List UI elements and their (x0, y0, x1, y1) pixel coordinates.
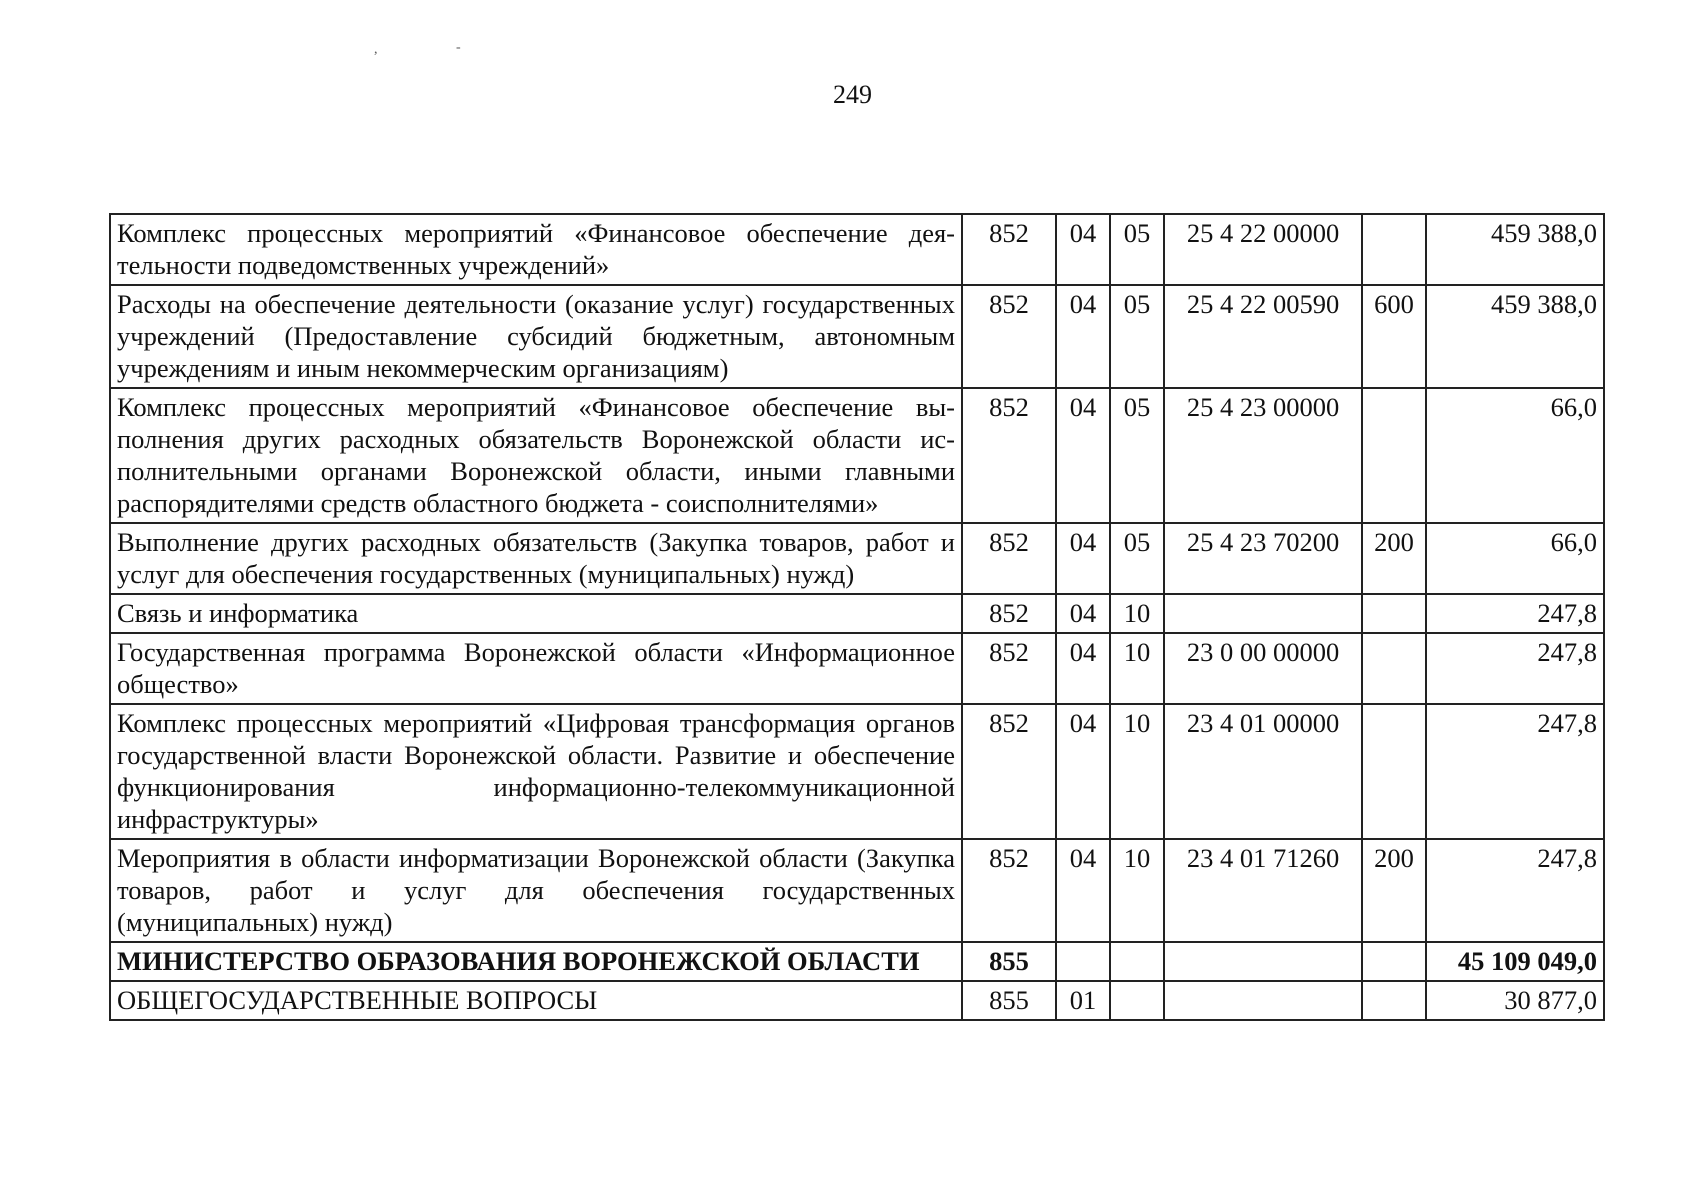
cell-subsection: 05 (1110, 214, 1164, 285)
cell-name: ОБЩЕГОСУДАРСТВЕННЫЕ ВОПРОСЫ (110, 981, 962, 1020)
scan-artifact: - (456, 40, 461, 55)
cell-expense-type: 200 (1362, 839, 1426, 942)
page-number: 249 (833, 80, 872, 109)
cell-subsection: 05 (1110, 523, 1164, 594)
cell-subsection: 10 (1110, 633, 1164, 704)
cell-grbs: 852 (962, 839, 1056, 942)
cell-grbs: 852 (962, 388, 1056, 523)
cell-name: Выполнение других расходных обязательств (Закупка товаров, работ и услуг для обеспечения государственных (муниципальных) нужд) (110, 523, 962, 594)
cell-grbs: 852 (962, 704, 1056, 839)
cell-subsection: 10 (1110, 594, 1164, 633)
cell-amount: 247,8 (1426, 839, 1604, 942)
table-row (110, 388, 1604, 523)
table-row (110, 704, 1604, 839)
cell-name: Комплекс процессных мероприятий «Финансовое обеспечение деятельности подведомственных учреждений» (110, 214, 962, 285)
table-row (110, 839, 1604, 942)
cell-expense-type: 600 (1362, 285, 1426, 388)
cell-expense-type (1362, 388, 1426, 523)
cell-expense-type (1362, 704, 1426, 839)
cell-name: Комплекс процессных мероприятий «Финансовое обеспечение выполнения других расходных обязательств Воронежской области исполнительными органами Воронежской области, иными главными распорядителями средств областного бюджета - соисполнителями» (110, 388, 962, 523)
cell-expense-type (1362, 981, 1426, 1020)
cell-target-article (1164, 942, 1362, 981)
budget-table (109, 213, 1605, 1021)
cell-grbs: 852 (962, 214, 1056, 285)
scan-artifact: , (374, 42, 378, 57)
cell-amount: 66,0 (1426, 523, 1604, 594)
cell-expense-type (1362, 214, 1426, 285)
cell-section: 04 (1056, 839, 1110, 942)
cell-name: МИНИСТЕРСТВО ОБРАЗОВАНИЯ ВОРОНЕЖСКОЙ ОБЛАСТИ (110, 942, 962, 981)
cell-section: 04 (1056, 523, 1110, 594)
cell-name: Расходы на обеспечение деятельности (оказание услуг) государственных учреждений (Предоставление субсидий бюджетным, автономным учреждениям и иным некоммерческим организациям) (110, 285, 962, 388)
cell-amount: 66,0 (1426, 388, 1604, 523)
cell-amount: 247,8 (1426, 594, 1604, 633)
cell-section: 04 (1056, 388, 1110, 523)
cell-target-article: 23 4 01 00000 (1164, 704, 1362, 839)
cell-target-article: 25 4 23 00000 (1164, 388, 1362, 523)
cell-subsection (1110, 942, 1164, 981)
cell-subsection (1110, 981, 1164, 1020)
cell-grbs: 852 (962, 285, 1056, 388)
table-row (110, 594, 1604, 633)
cell-name: Мероприятия в области информатизации Воронежской области (Закупка товаров, работ и услуг для обеспечения государственных (муниципальных) нужд) (110, 839, 962, 942)
table-row (110, 981, 1604, 1020)
cell-grbs: 855 (962, 981, 1056, 1020)
table-row (110, 942, 1604, 981)
cell-expense-type: 200 (1362, 523, 1426, 594)
cell-name: Государственная программа Воронежской области «Информационное общество» (110, 633, 962, 704)
cell-amount: 459 388,0 (1426, 285, 1604, 388)
table-row (110, 214, 1604, 285)
cell-expense-type (1362, 942, 1426, 981)
cell-amount: 459 388,0 (1426, 214, 1604, 285)
cell-grbs: 855 (962, 942, 1056, 981)
cell-grbs: 852 (962, 594, 1056, 633)
cell-expense-type (1362, 594, 1426, 633)
cell-section: 04 (1056, 704, 1110, 839)
cell-grbs: 852 (962, 523, 1056, 594)
table-row (110, 285, 1604, 388)
table-row (110, 523, 1604, 594)
cell-grbs: 852 (962, 633, 1056, 704)
table-row (110, 633, 1604, 704)
cell-section: 04 (1056, 594, 1110, 633)
cell-subsection: 10 (1110, 704, 1164, 839)
cell-amount: 247,8 (1426, 633, 1604, 704)
cell-amount: 30 877,0 (1426, 981, 1604, 1020)
cell-name: Комплекс процессных мероприятий «Цифровая трансформация органов государственной власти Воронежской области. Развитие и обеспечение функционирования информационно-телекоммуникационной инфраструктуры» (110, 704, 962, 839)
cell-expense-type (1362, 633, 1426, 704)
cell-target-article: 25 4 23 70200 (1164, 523, 1362, 594)
cell-target-article (1164, 594, 1362, 633)
cell-subsection: 10 (1110, 839, 1164, 942)
cell-amount: 45 109 049,0 (1426, 942, 1604, 981)
cell-name: Связь и информатика (110, 594, 962, 633)
cell-target-article (1164, 981, 1362, 1020)
cell-target-article: 23 0 00 00000 (1164, 633, 1362, 704)
cell-amount: 247,8 (1426, 704, 1604, 839)
cell-target-article: 25 4 22 00590 (1164, 285, 1362, 388)
cell-target-article: 25 4 22 00000 (1164, 214, 1362, 285)
cell-section (1056, 942, 1110, 981)
budget-table-body (110, 214, 1604, 1020)
cell-section: 04 (1056, 633, 1110, 704)
cell-section: 04 (1056, 285, 1110, 388)
cell-subsection: 05 (1110, 388, 1164, 523)
cell-section: 01 (1056, 981, 1110, 1020)
cell-target-article: 23 4 01 71260 (1164, 839, 1362, 942)
cell-section: 04 (1056, 214, 1110, 285)
cell-subsection: 05 (1110, 285, 1164, 388)
